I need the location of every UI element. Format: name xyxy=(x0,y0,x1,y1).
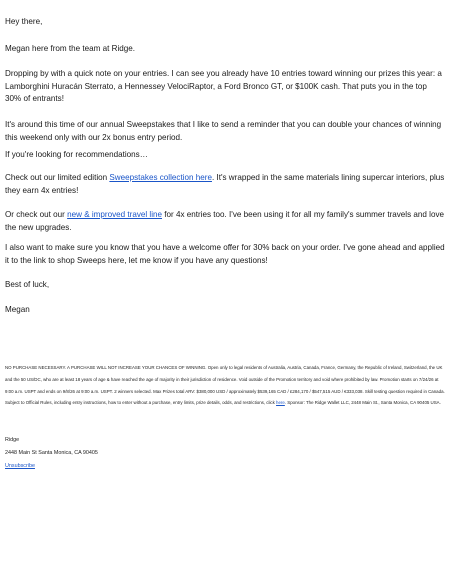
legal-text-after: . Sponsor: The Ridge Wallet LLC, 2448 Main St., Santa Monica, CA 90405 USA. xyxy=(284,400,441,406)
welcome-offer-paragraph: I also want to make sure you know that you have a welcome offer for 30% back on your order. I've gone ahead and applied it to the link to shop Sweeps here, let me know if you have any questions! xyxy=(5,243,445,265)
travel-line-link[interactable]: new & improved travel line xyxy=(67,210,163,219)
reminder-paragraph: It's around this time of our annual Sweepstakes that I like to send a reminder that you can double your chances of winning this weekend only with our 2x bonus entry period. xyxy=(5,120,442,142)
legal-disclaimer xyxy=(5,362,445,409)
intro-line: Megan here from the team at Ridge. xyxy=(5,44,136,53)
collection-text-after: . It's wrapped in the same materials lining supercar interiors, plus they earn 4x entries! xyxy=(5,173,445,195)
collection-paragraph xyxy=(5,172,445,197)
greeting: Hey there, xyxy=(5,17,43,26)
recommendations-line: If you're looking for recommendations… xyxy=(5,150,148,159)
footer-address: 2448 Main St Santa Monica, CA 90405 xyxy=(5,450,98,456)
unsubscribe-link[interactable]: Unsubscribe xyxy=(5,463,35,469)
official-rules-link[interactable]: here xyxy=(276,400,285,406)
entries-paragraph: Dropping by with a quick note on your entries. I can see you already have 10 entries toward winning our prizes this year: a Lamborghini Huracán Sterrato, a Hennessey VelociRaptor, a Ford Bronco GT, or $100K cash. That puts you in the top 30% of entrants! xyxy=(5,69,442,104)
signoff: Best of luck, xyxy=(5,280,50,289)
unsubscribe-link-wrap xyxy=(5,462,35,470)
travel-line-paragraph xyxy=(5,209,445,234)
legal-text-before: NO PURCHASE NECESSARY. A PURCHASE WILL NOT INCREASE YOUR CHANCES OF WINNING. Open only to legal residents of Australia, Austria, Canada, France, Germany, the Republic of Ireland, Switzerland, the UK and the 50 US/DC, who are at least 18 years of age & have reached the age of majority in their jurisdiction of residence. Void outside of the Promotion territory and void where prohibited by law. Promotion starts on 7/24/26 at 9:00 a.m. USPT and ends on 9/8/26 at 9:00 a.m. USPT. 2 winners selected. Max Prizes total ARV: $380,000 USD / approximately $539,165 CAD / £284,170 / $547,515 AUD / €333,038. Skill testing question required in Canada. Subject to Official Rules, including entry instructions, how to enter without a purchase, entry limits, prize details, odds, and restrictions, click xyxy=(5,365,445,406)
footer-company: Ridge xyxy=(5,437,20,443)
travel-text-before: Or check out our xyxy=(5,210,68,219)
signature: Megan xyxy=(5,305,30,314)
sweepstakes-collection-link[interactable]: Sweepstakes collection here xyxy=(109,173,212,182)
collection-text-before: Check out our limited edition xyxy=(5,173,110,182)
travel-text-after: for 4x entries too. I've been using it for all my family's summer travels and love the new upgrades. xyxy=(5,210,445,232)
